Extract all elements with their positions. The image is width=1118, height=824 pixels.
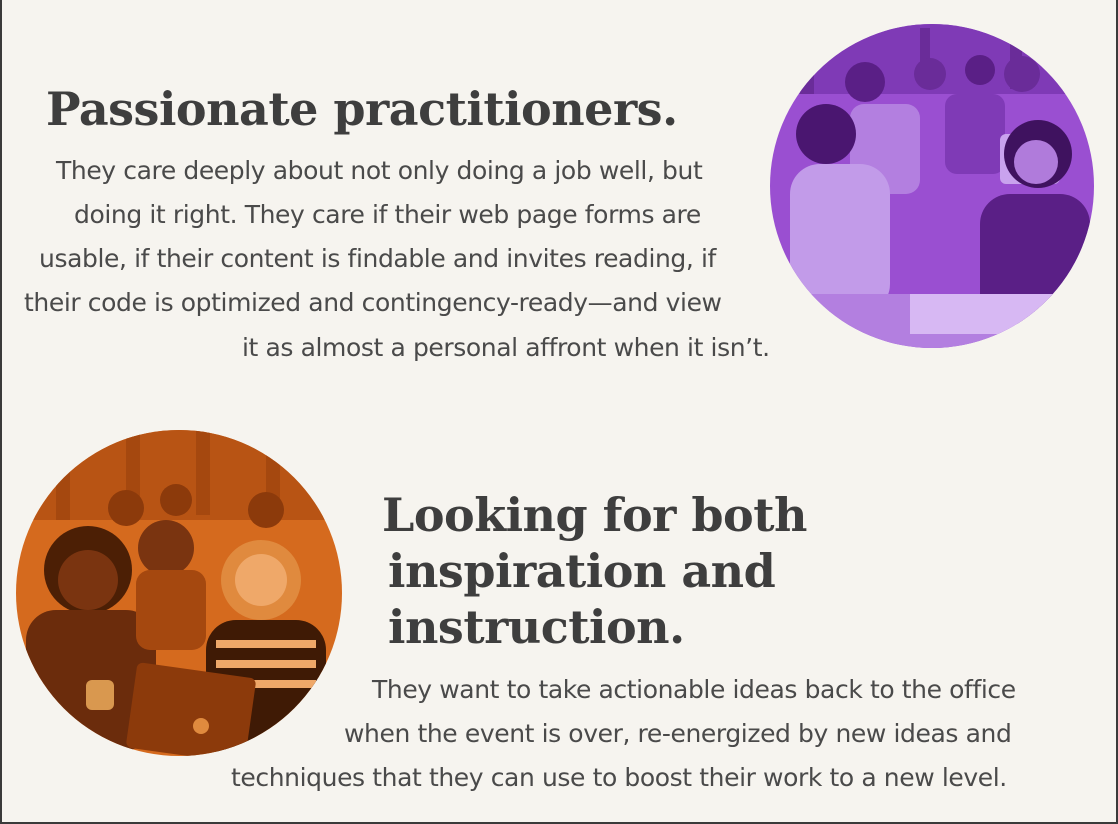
body-line: it as almost a personal affront when it isn’t. xyxy=(242,333,770,362)
body-line: usable, if their content is findable and invites reading, if xyxy=(39,244,716,273)
body-line: when the event is over, re-energized by new ideas and xyxy=(344,719,1012,748)
body-line: They care deeply about not only doing a job well, but xyxy=(56,156,703,185)
heading-line: instruction. xyxy=(388,600,685,654)
section-heading-passionate: Passionate practitioners. xyxy=(46,82,678,136)
body-line: They want to take actionable ideas back to the office xyxy=(372,675,1016,704)
page-frame xyxy=(2,0,1116,822)
body-line: techniques that they can use to boost their work to a new level. xyxy=(231,763,1007,792)
body-line: doing it right. They care if their web page forms are xyxy=(74,200,701,229)
section-heading-inspiration xyxy=(382,488,807,660)
heading-line: Looking for both xyxy=(382,488,807,542)
heading-line: inspiration and xyxy=(388,544,776,598)
attendees-photo-orange xyxy=(16,430,342,756)
body-line: their code is optimized and contingency-ready—and view xyxy=(24,288,722,317)
attendees-photo-purple xyxy=(770,24,1094,348)
